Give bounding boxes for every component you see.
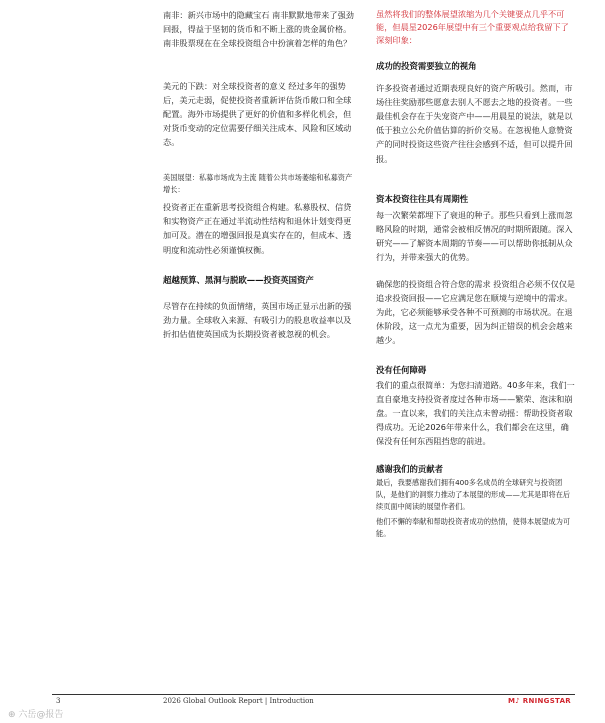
cyclical-heading: 资本投资往往具有周期性 bbox=[376, 193, 469, 204]
morningstar-logo: M♪ RNINGSTAR bbox=[507, 697, 571, 705]
contributors-heading: 感谢我们的贡献者 bbox=[376, 463, 443, 474]
us-dollar-paragraph: 美元的下跌：对全球投资者的意义 经过多年的强势后，美元走弱，促使投资者重新评估货币敞口和全球配置。海外市场提供了更好的价值和多样化机会，但对货币变动的定位需要仔细关注成本、风险和区域动态。 bbox=[163, 80, 352, 148]
uk-paragraph: 尽管存在持续的负面情绪，英国市场正显示出新的强劲力量。全球收入来源、有吸引力的股息收益率以及折扣估值使英国成为长期投资者被忽视的机会。 bbox=[163, 300, 352, 340]
footer-title: 2026 Global Outlook Report | Introduction bbox=[163, 697, 314, 705]
left-column bbox=[163, 8, 356, 341]
watermark: ⊕ 六岳@报告 bbox=[8, 710, 64, 720]
cyclical-paragraph: 每一次繁荣都埋下了衰退的种子。那些只看到上涨而忽略风险的时期，通常会被相反情况的时期所跟随。深入研究——了解资本周期的节奏——可以帮助你抵制从众行为，并带来强大的优势。 bbox=[376, 209, 573, 263]
portfolio-needs-paragraph: 确保您的投资组合符合您的需求 投资组合必须不仅仅是追求投资回报——它应满足您在顺境与逆境中的需求。为此，它必须能够承受各种不可预测的市场状况。在退休阶段，这一点尤为重要，因为纠正错误的机会会越来越少。 bbox=[376, 278, 576, 346]
no-obstacles-paragraph: 我们的重点很简单：为您扫清道路。40多年来，我们一直自豪地支持投资者度过各种市场——繁荣、泡沫和崩盘。一直以来，我们的关注点未曾动摇：帮助投资者取得成功。无论2026年带来什么，我们都会在这里，确保没有任何东西阻挡您的前进。 bbox=[376, 379, 575, 447]
independent-view-heading: 成功的投资需要独立的视角 bbox=[376, 60, 477, 71]
us-outlook-paragraph: 投资者正在重新思考投资组合构建。私募股权、信贷和实物资产正在通过半流动性结构和退休计划变得更加可及。潜在的增强回报是真实存在的，但成本、透明度和流动性必须谨慎权衡。 bbox=[163, 202, 352, 255]
page-number: 3 bbox=[56, 697, 61, 705]
us-outlook-intro: 美国展望：私募市场成为主流 随着公共市场萎缩和私募资产增长： bbox=[163, 172, 353, 194]
page-footer bbox=[0, 690, 605, 723]
independent-view-paragraph: 许多投资者通过近期表现良好的资产所吸引。然而，市场往往奖励那些愿意去别人不愿去之地的投资者。一些最佳机会存在于失宠资产中——用晨星的说法，就是以低于独立公允价值估算的折价交易。在忽视他人意赞资产的同时投资这些资产往往会感到不适，但可以提升回报。 bbox=[376, 82, 573, 164]
south-africa-paragraph: 南非：新兴市场中的隐藏宝石 南非默默地带来了强劲回报，得益于坚韧的货币和不断上涨的贵金属价格。南非股票现在在全球投资组合中扮演着怎样的角色？ bbox=[163, 10, 354, 49]
contributors-paragraph: 最后，我要感谢我们拥有400多名成员的全球研究与投资团队，是他们的洞察力推动了本展望的形成——尤其是即将在后续页面中阅读的展望作者们。 bbox=[376, 477, 571, 512]
right-column bbox=[376, 8, 576, 541]
contributors-closing: 他们不懈的奉献和帮助投资者成功的热情，使得本展望成为可能。 bbox=[376, 517, 571, 539]
uk-heading: 超越预算、黑洞与脱欧——投资英国资产 bbox=[163, 274, 314, 285]
no-obstacles-heading: 没有任何障碍 bbox=[376, 364, 427, 375]
footer-rule bbox=[52, 694, 575, 695]
intro-highlight: 虽然将我们的整体展望浓缩为几个关键要点几乎不可能，但晨星2026年展望中有三个重要观点给我留下了深刻印象： bbox=[376, 9, 569, 46]
